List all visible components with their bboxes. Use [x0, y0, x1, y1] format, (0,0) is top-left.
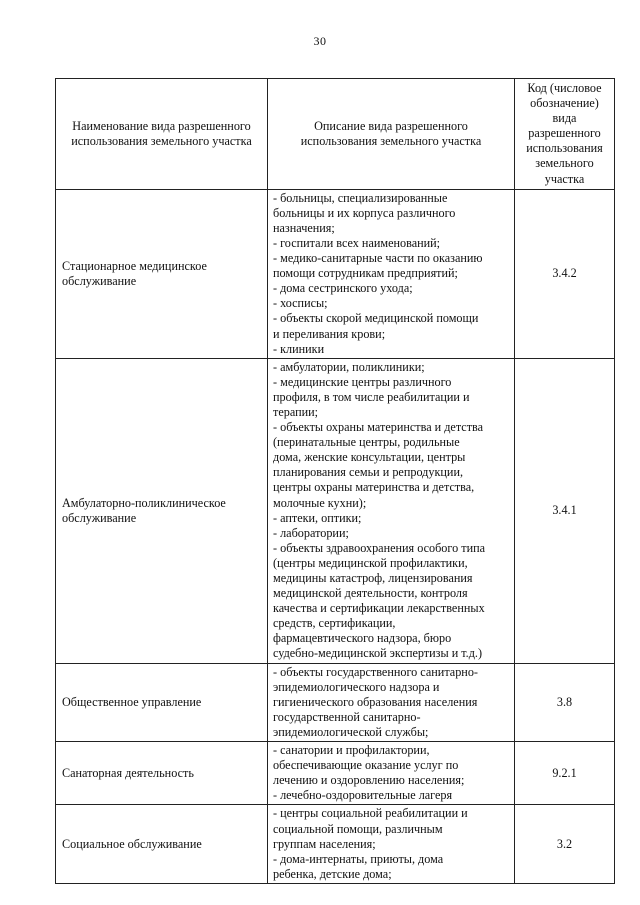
row-description-line: - санатории и профилактории,	[273, 743, 430, 758]
page-number: 30	[313, 34, 327, 48]
row-name-cell	[56, 663, 268, 741]
header-code-line: участка	[544, 171, 585, 186]
row-description-line: - объекты государственного санитарно-	[273, 664, 478, 679]
row-description-line: - лаборатории;	[273, 525, 349, 540]
table-header	[56, 79, 615, 190]
header-name-line: Наименование вида разрешенного	[72, 118, 251, 133]
row-description-line: средств, сертификации,	[273, 616, 396, 631]
header-name-cell	[56, 79, 268, 190]
row-description-line: - клиники	[273, 341, 325, 356]
table-body	[56, 189, 615, 883]
header-name-line: использования земельного участка	[71, 133, 252, 148]
row-description-line: лечению и оздоровлению населения;	[273, 773, 465, 788]
row-description-line: помощи сотрудникам предприятий;	[273, 266, 458, 281]
row-description-line: дома, женские консультации, центры	[273, 450, 466, 465]
row-description-line: фармацевтического надзора, бюро	[273, 631, 452, 646]
row-description-line: профиля, в том числе реабилитации и	[273, 389, 470, 404]
row-description-line: (перинатальные центры, родильные	[273, 435, 460, 450]
row-code-cell: 3.2	[515, 805, 615, 883]
row-description-cell	[268, 742, 515, 805]
row-name-line: Общественное управление	[62, 694, 202, 709]
table-row	[56, 189, 615, 358]
row-description-line: молочные кухни);	[273, 495, 367, 510]
row-description-line: - центры социальной реабилитации и	[273, 806, 468, 821]
row-description-line: судебно-медицинской экспертизы и т.д.)	[273, 646, 483, 661]
row-name-cell	[56, 189, 268, 358]
row-description-line: государственной санитарно-	[273, 709, 421, 724]
table-row	[56, 805, 615, 883]
row-description-line: - медико-санитарные части по оказанию	[273, 251, 483, 266]
row-description-line: - больницы, специализированные	[273, 190, 448, 205]
row-description-line: группам населения;	[273, 836, 376, 851]
table-row	[56, 663, 615, 741]
header-row	[56, 79, 615, 190]
row-description-cell	[268, 358, 515, 663]
row-description-line: - хосписы;	[273, 296, 328, 311]
header-code-line: вида	[552, 111, 577, 126]
row-name-line: Социальное обслуживание	[62, 836, 202, 851]
row-description-line: - лечебно-оздоровительные лагеря	[273, 788, 453, 803]
row-description-line: терапии;	[273, 404, 319, 419]
header-code-line: обозначение)	[530, 96, 599, 111]
row-description-line: планирования семьи и репродукции,	[273, 465, 464, 480]
row-name-cell	[56, 742, 268, 805]
header-code-line: разрешенного	[528, 126, 601, 141]
row-description-line: медицины катастроф, лицензирования	[273, 571, 473, 585]
row-description-line: медицинской деятельности, контроля	[273, 586, 468, 601]
header-code-line: использования	[526, 141, 603, 156]
table-row	[56, 358, 615, 663]
row-code-cell: 9.2.1	[515, 742, 615, 805]
row-description-line: - аптеки, оптики;	[273, 510, 362, 525]
row-description-line: - медицинские центры различного	[273, 374, 452, 389]
header-code-line: Код (числовое	[527, 81, 602, 95]
row-description-line: ребенка, детские дома;	[273, 866, 392, 881]
row-description-line: - объекты здравоохранения особого типа	[273, 540, 486, 555]
row-description-line: качества и сертификации лекарственных	[273, 601, 485, 616]
row-description-line: эпидемиологической службы;	[273, 724, 429, 739]
row-name-cell	[56, 358, 268, 663]
row-description-cell	[268, 805, 515, 883]
header-description-line: Описание вида разрешенного	[314, 118, 468, 133]
row-description-cell	[268, 663, 515, 741]
row-description-line: и переливания крови;	[273, 326, 386, 341]
row-code-cell: 3.4.2	[515, 189, 615, 358]
header-code-cell	[515, 79, 615, 190]
table-row	[56, 742, 615, 805]
row-description-line: - госпитали всех наименований;	[273, 235, 441, 250]
row-name-line: обслуживание	[62, 273, 137, 288]
row-description-line: - объекты охраны материнства и детства	[273, 420, 484, 435]
row-name-line: обслуживание	[62, 510, 137, 525]
row-description-line: обеспечивающие оказание услуг по	[273, 758, 459, 773]
header-description-cell	[268, 79, 515, 190]
row-name-line: Стационарное медицинское	[62, 258, 207, 273]
row-code-cell: 3.4.1	[515, 358, 615, 663]
row-description-line: - объекты скорой медицинской помощи	[273, 311, 479, 326]
row-name-cell	[56, 805, 268, 883]
row-description-line: гигиенического образования населения	[273, 694, 478, 709]
row-description-line: - дома сестринского ухода;	[273, 281, 413, 296]
row-description-line: - дома-интернаты, приюты, дома	[273, 851, 444, 866]
row-description-line: больницы и их корпуса различного	[273, 205, 456, 220]
row-description-line: (центры медицинской профилактики,	[273, 555, 468, 570]
row-name-line: Амбулаторно-поликлиническое	[62, 495, 226, 510]
row-description-line: эпидемиологического надзора и	[273, 679, 440, 694]
row-description-line: центры охраны материнства и детства,	[273, 480, 475, 495]
row-code-cell: 3.8	[515, 663, 615, 741]
row-description-line: назначения;	[273, 220, 335, 235]
row-description-cell	[268, 189, 515, 358]
row-description-line: социальной помощи, различным	[273, 821, 443, 836]
row-name-line: Санаторная деятельность	[62, 765, 194, 780]
row-description-line: - амбулатории, поликлиники;	[273, 359, 425, 374]
header-description-line: использования земельного участка	[300, 133, 482, 148]
land-use-table	[55, 78, 615, 884]
header-code-line: земельного	[535, 156, 594, 171]
